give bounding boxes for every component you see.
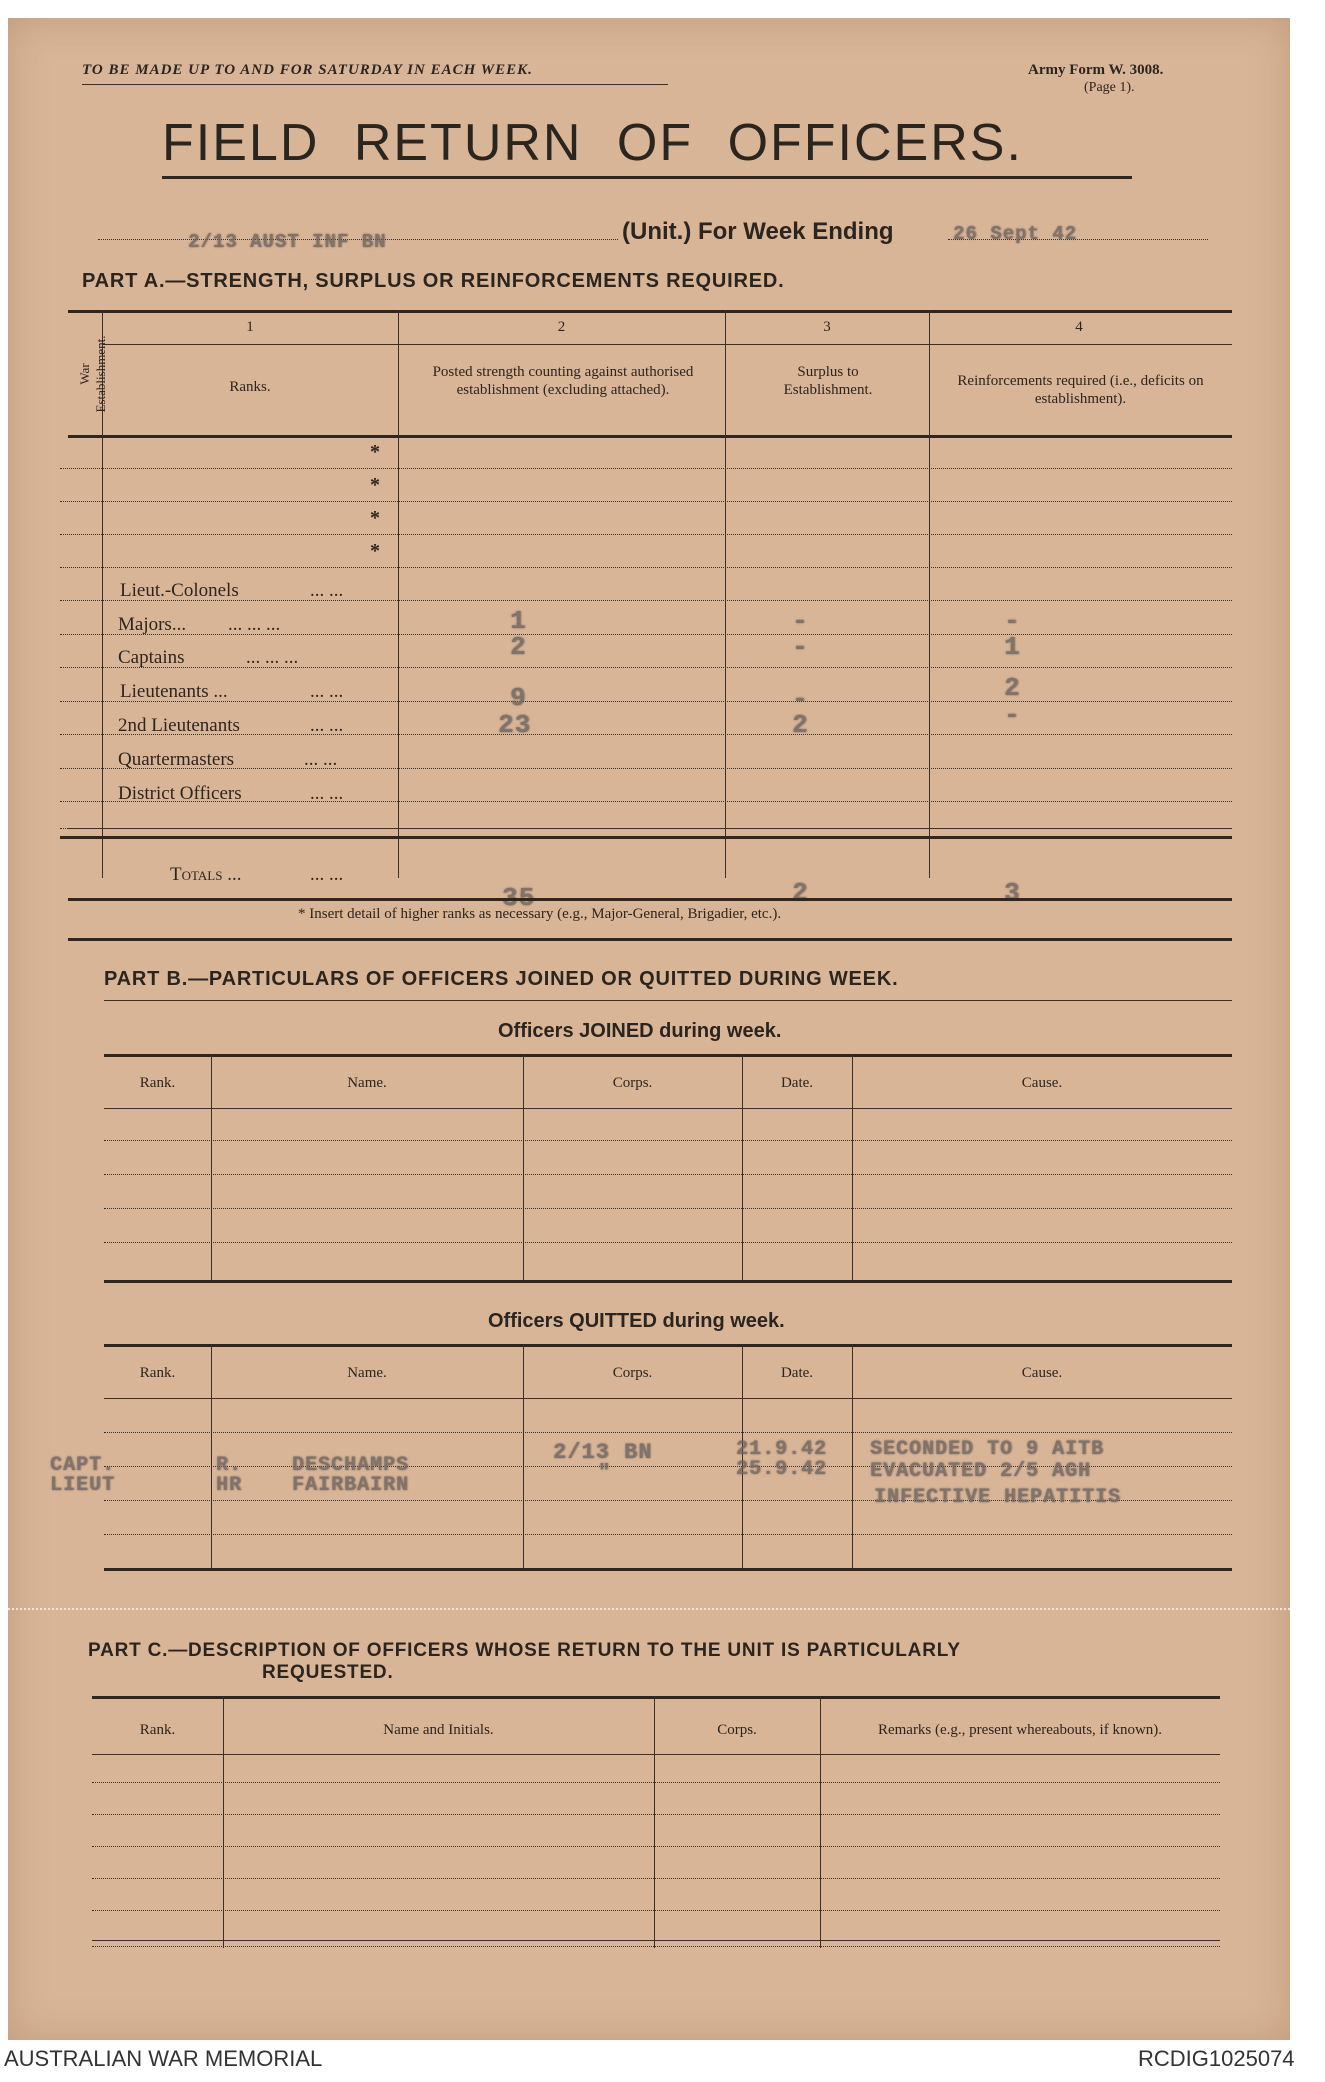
rank-dots-1: ... ...: [310, 580, 344, 601]
page-label: (Page 1).: [1084, 80, 1135, 95]
posted-1: 1: [510, 606, 527, 636]
joined-col-rank: Rank.: [139, 1075, 176, 1091]
joined-col-date: Date.: [780, 1075, 814, 1091]
rank-label-2: Majors...: [118, 614, 187, 635]
page-title: FIELD RETURN OF OFFICERS.: [162, 114, 1023, 172]
quitted-rank-2: LIEUT: [50, 1474, 116, 1497]
rank-label-1: Lieut.-Colonels: [120, 580, 239, 601]
col-num-3: 3: [823, 319, 831, 335]
quitted-col-cause: Cause.: [1021, 1365, 1063, 1381]
part-a-heading: PART A.—STRENGTH, SURPLUS OR REINFORCEMENTS REQUIRED.: [82, 270, 785, 292]
quitted-col-rank: Rank.: [139, 1365, 176, 1381]
surplus-1: -: [792, 606, 809, 636]
part-c-col-corps: Corps.: [717, 1722, 757, 1738]
star-3: *: [370, 507, 380, 529]
quitted-corps-1: 2/13 BN: [553, 1440, 653, 1465]
instruction-text: TO BE MADE UP TO AND FOR SATURDAY IN EACH WEEK.: [82, 62, 533, 78]
reinf-4: -: [1004, 700, 1021, 730]
col-header-posted: Posted strength counting against authorised establishment (excluding attached).: [432, 364, 694, 398]
star-1: *: [370, 441, 380, 463]
joined-col-cause: Cause.: [1021, 1075, 1063, 1091]
quitted-date-2: 25.9.42: [736, 1458, 828, 1481]
form-paper: [8, 18, 1290, 2040]
unit-value: 2/13 AUST INF BN: [188, 231, 387, 253]
quitted-initials-1: R.: [216, 1454, 243, 1477]
footer-source: AUSTRALIAN WAR MEMORIAL: [4, 2046, 323, 2071]
rank-label-3: Captains: [118, 647, 185, 668]
quitted-date-1: 21.9.42: [736, 1438, 828, 1461]
footer-id: RCDIG1025074: [1138, 2046, 1295, 2071]
part-c-col-name: Name and Initials.: [383, 1722, 494, 1738]
quitted-col-corps: Corps.: [612, 1365, 653, 1381]
part-c-heading-1: PART C.—DESCRIPTION OF OFFICERS WHOSE RETURN TO THE UNIT IS PARTICULARLY: [88, 1640, 961, 1661]
rank-dots-6: ... ...: [304, 749, 338, 770]
totals-dots: ... ...: [310, 864, 344, 885]
col-header-reinforcements: Reinforcements required (i.e., deficits on establishment).: [957, 373, 1204, 407]
surplus-5: 2: [792, 710, 809, 740]
war-establishment-label: War Establishment.: [77, 335, 108, 413]
joined-col-name: Name.: [347, 1075, 387, 1091]
week-ending-value: 26 Sept 42: [953, 223, 1078, 245]
joined-title: Officers JOINED during week.: [498, 1020, 782, 1042]
quitted-corps-2: ": [598, 1462, 612, 1485]
rank-label-4: Lieutenants ...: [120, 681, 228, 702]
col-num-2: 2: [557, 319, 566, 335]
totals-posted: 35: [502, 883, 536, 913]
part-c-col-rank: Rank.: [139, 1722, 176, 1738]
rank-dots-3: ... ... ...: [246, 647, 299, 668]
rank-dots-2: ... ... ...: [228, 614, 281, 635]
quitted-col-name: Name.: [347, 1365, 387, 1381]
totals-surplus: 2: [792, 878, 809, 908]
star-4: *: [370, 540, 380, 562]
quitted-name-1: DESCHAMPS: [292, 1454, 410, 1477]
reinf-3: 2: [1004, 673, 1021, 703]
surplus-4: -: [792, 684, 809, 714]
rank-dots-5: ... ...: [310, 715, 344, 736]
quitted-title: Officers QUITTED during week.: [488, 1310, 785, 1332]
col-header-ranks: Ranks.: [229, 379, 271, 395]
quitted-cause-2: EVACUATED 2/5 AGH: [870, 1460, 1092, 1483]
form-number: Army Form W. 3008.: [1028, 62, 1164, 78]
part-b-heading: PART B.—PARTICULARS OF OFFICERS JOINED OR QUITTED DURING WEEK.: [104, 968, 899, 990]
col-num-4: 4: [1075, 319, 1083, 335]
quitted-name-2: FAIRBAIRN: [292, 1474, 410, 1497]
reinf-1: -: [1004, 606, 1021, 636]
posted-2: 2: [510, 632, 527, 662]
totals-reinf: 3: [1004, 878, 1021, 908]
surplus-2: -: [792, 632, 809, 662]
quitted-initials-2: HR: [216, 1474, 243, 1497]
rank-label-6: Quartermasters: [118, 749, 235, 770]
joined-col-corps: Corps.: [612, 1075, 653, 1091]
posted-5: 23: [498, 710, 532, 740]
posted-3: 9: [510, 683, 527, 713]
reinf-2: 1: [1004, 632, 1021, 662]
totals-label: Totals ...: [170, 864, 242, 885]
part-a-footnote: * Insert detail of higher ranks as necessary (e.g., Major-General, Brigadier, etc.).: [298, 906, 782, 922]
star-2: *: [370, 474, 380, 496]
quitted-cause-1: SECONDED TO 9 AITB: [870, 1438, 1105, 1461]
rank-label-5: 2nd Lieutenants: [118, 715, 240, 736]
rank-dots-7: ... ...: [310, 783, 344, 804]
part-c-col-remarks: Remarks (e.g., present whereabouts, if known).: [877, 1722, 1163, 1738]
rank-label-7: District Officers: [118, 783, 242, 804]
quitted-col-date: Date.: [780, 1365, 814, 1381]
part-c-heading-2: REQUESTED.: [262, 1662, 394, 1683]
col-header-surplus: Surplus to Establishment.: [783, 364, 873, 398]
quitted-rank-1: CAPT.: [50, 1454, 116, 1477]
unit-label: (Unit.) For Week Ending: [622, 218, 894, 245]
quitted-cause-3: INFECTIVE HEPATITIS: [874, 1486, 1122, 1509]
rank-dots-4: ... ...: [310, 681, 344, 702]
col-num-1: 1: [246, 319, 254, 335]
